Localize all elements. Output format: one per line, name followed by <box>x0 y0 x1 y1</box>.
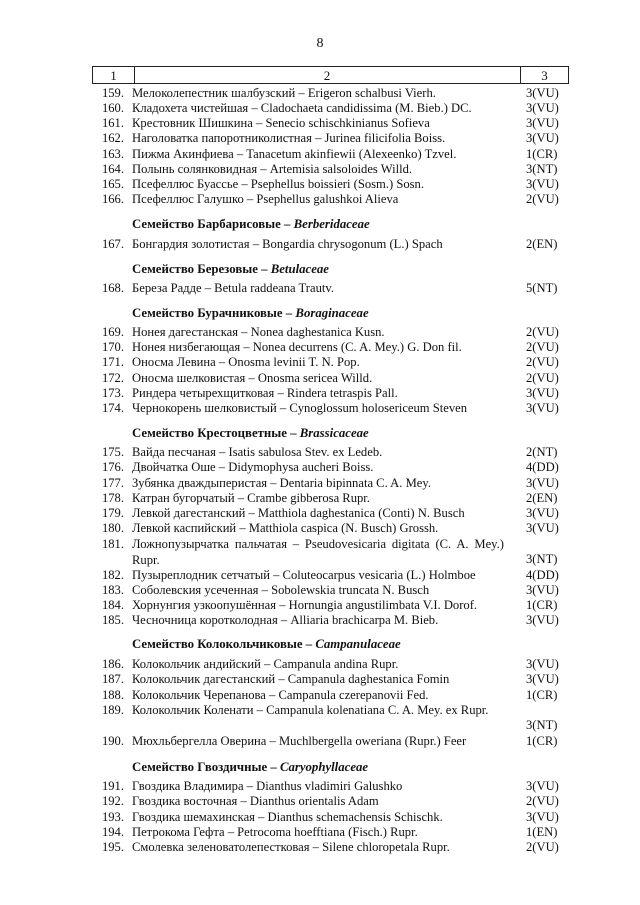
species-name: Чернокорень шелковистый – Cynoglossum holosericeum Steven <box>132 401 468 415</box>
species-name: Мюхльбергелла Оверина – Muchlbergella oweriana (Rupr.) Feer <box>132 734 467 748</box>
family-heading-latin: Campanulaceae <box>315 637 401 651</box>
status-category: 4(DD) <box>526 568 559 582</box>
row-number: 174. <box>101 401 124 415</box>
species-name: Оносма шелковистая – Onosma sericea Willd. <box>132 371 373 385</box>
family-heading <box>132 426 369 441</box>
row-number: 164. <box>101 162 124 176</box>
table-header <box>92 66 569 84</box>
species-name: Левкой дагестанский – Matthiola daghestanica (Conti) N. Busch <box>132 506 465 520</box>
species-name: Псефеллюс Буассье – Psephellus boissieri (Sosm.) Sosn. <box>132 177 424 191</box>
row-number: 192. <box>101 794 124 808</box>
status-category: 1(EN) <box>526 825 558 839</box>
status-category: 2(VU) <box>526 794 559 808</box>
species-name: Пузыреплодник сетчатый – Coluteocarpus vesicaria (L.) Holmboe <box>132 568 476 582</box>
row-number: 187. <box>101 672 124 686</box>
status-category: 3(NT) <box>526 718 558 732</box>
status-category: 2(VU) <box>526 840 559 854</box>
header-col-number: 1 <box>93 67 135 83</box>
family-heading-latin: Brassicaceae <box>299 426 369 440</box>
species-name: Петрокома Гефта – Petrocoma hoefftiana (Fisch.) Rupr. <box>132 825 418 839</box>
status-category: 3(VU) <box>526 86 559 100</box>
status-category: 3(VU) <box>526 521 559 535</box>
family-heading-latin: Caryophyllaceae <box>279 760 369 774</box>
species-name: Гвоздика шемахинская – Dianthus schemachensis Schischk. <box>132 810 443 824</box>
species-name: Гвоздика восточная – Dianthus orientalis Adam <box>132 794 379 808</box>
family-heading-russian: Семейство Березовые – <box>132 262 271 276</box>
species-name: Нонея дагестанская – Nonea daghestanica Kusn. <box>132 325 385 339</box>
row-number: 179. <box>101 506 124 520</box>
species-name: Чесночница коротколодная – Alliaria brachicarpa M. Bieb. <box>132 613 439 627</box>
status-category: 3(NT) <box>526 162 558 176</box>
species-name: Катран бугорчатый – Crambe gibberosa Rupr. <box>132 491 370 505</box>
row-number: 163. <box>101 147 124 161</box>
row-number: 162. <box>101 131 124 145</box>
species-name: Колокольчик андийский – Campanula andina Rupr. <box>132 657 399 671</box>
row-number: 189. <box>101 703 124 717</box>
species-name: Риндера четырехщитковая – Rindera tetraspis Pall. <box>132 386 398 400</box>
status-category: 4(DD) <box>526 460 559 474</box>
species-name: Псефеллюс Галушко – Psephellus galushkoi Alieva <box>132 192 399 206</box>
status-category: 2(VU) <box>526 371 559 385</box>
species-name: Крестовник Шишкина – Senecio schischkinianus Sofieva <box>132 116 430 130</box>
row-number: 177. <box>101 476 124 490</box>
family-heading-russian: Семейство Гвоздичные – <box>132 760 280 774</box>
species-name: Наголоватка папоротниколистная – Jurinea filicifolia Boiss. <box>132 131 446 145</box>
status-category: 3(VU) <box>526 810 559 824</box>
status-category: 2(VU) <box>526 340 559 354</box>
family-heading-latin: Berberidaceae <box>293 217 370 231</box>
row-number: 175. <box>101 445 124 459</box>
family-heading-russian: Семейство Крестоцветные – <box>132 426 300 440</box>
species-name: Двойчатка Оше – Didymophysa aucheri Boiss. <box>132 460 374 474</box>
status-category: 1(CR) <box>526 734 558 748</box>
row-number: 186. <box>101 657 124 671</box>
species-name: Мелоколепестник шалбузский – Erigeron schalbusi Vierh. <box>132 86 436 100</box>
species-name: Смолевка зеленоватолепестковая – Silene chloropetala Rupr. <box>132 840 450 854</box>
status-category: 3(VU) <box>526 506 559 520</box>
family-heading <box>132 760 368 775</box>
row-number: 193. <box>101 810 124 824</box>
row-number: 182. <box>101 568 124 582</box>
family-heading <box>132 262 329 277</box>
species-name: Оносма Левина – Onosma levinii T. N. Pop. <box>132 355 360 369</box>
status-category: 3(VU) <box>526 583 559 597</box>
row-number: 165. <box>101 177 124 191</box>
row-number: 188. <box>101 688 124 702</box>
species-name: Левкой каспийский – Matthiola caspica (N. Busch) Grossh. <box>132 521 439 535</box>
species-name: Ложнопузырчатка пальчатая – Pseudovesicaria digitata (C. A. Mey.) Rupr. <box>132 537 504 567</box>
family-heading <box>132 637 401 652</box>
species-name: Зубянка дваждыперистая – Dentaria bipinnata C. A. Mey. <box>132 476 431 490</box>
row-number: 195. <box>101 840 124 854</box>
species-name: Вайда песчаная – Isatis sabulosa Stev. ex Ledeb. <box>132 445 383 459</box>
row-number: 159. <box>101 86 124 100</box>
status-category: 3(NT) <box>526 552 558 566</box>
family-heading-russian: Семейство Барбарисовые – <box>132 217 294 231</box>
page-number: 8 <box>316 36 324 51</box>
status-category: 2(EN) <box>526 491 558 505</box>
row-number: 160. <box>101 101 124 115</box>
status-category: 3(VU) <box>526 657 559 671</box>
status-category: 1(CR) <box>526 147 558 161</box>
species-name: Колокольчик дагестанский – Campanula daghestanica Fomin <box>132 672 450 686</box>
row-number: 191. <box>101 779 124 793</box>
status-category: 1(CR) <box>526 598 558 612</box>
row-number: 170. <box>101 340 124 354</box>
status-category: 3(VU) <box>526 177 559 191</box>
row-number: 185. <box>101 613 124 627</box>
row-number: 168. <box>101 281 124 295</box>
species-name: Нонея низбегающая – Nonea decurrens (C. A. Mey.) G. Don fil. <box>132 340 462 354</box>
row-number: 181. <box>101 537 124 551</box>
family-heading-latin: Boraginaceae <box>295 306 369 320</box>
row-number: 178. <box>101 491 124 505</box>
species-name: Пижма Акинфиева – Tanacetum akinfiewii (Alexeenko) Tzvel. <box>132 147 457 161</box>
header-col-name: 2 <box>134 67 521 83</box>
family-heading-russian: Семейство Бурачниковые – <box>132 306 296 320</box>
status-category: 3(VU) <box>526 386 559 400</box>
status-category: 3(VU) <box>526 401 559 415</box>
status-category: 2(NT) <box>526 445 558 459</box>
family-heading-latin: Betulaceae <box>270 262 329 276</box>
species-name: Гвоздика Владимира – Dianthus vladimiri Galushko <box>132 779 403 793</box>
status-category: 3(VU) <box>526 131 559 145</box>
row-number: 161. <box>101 116 124 130</box>
family-heading <box>132 306 369 321</box>
row-number: 183. <box>101 583 124 597</box>
status-category: 2(EN) <box>526 237 558 251</box>
family-heading-russian: Семейство Колокольчиковые – <box>132 637 316 651</box>
row-number: 176. <box>101 460 124 474</box>
species-name: Соболевския усеченная – Sobolewskia truncata N. Busch <box>132 583 430 597</box>
status-category: 3(VU) <box>526 613 559 627</box>
row-number: 166. <box>101 192 124 206</box>
species-name: Береза Радде – Betula raddeana Trautv. <box>132 281 335 295</box>
row-number: 171. <box>101 355 124 369</box>
row-number: 184. <box>101 598 124 612</box>
species-name: Колокольчик Коленати – Campanula kolenatiana C. A. Mey. ex Rupr. <box>132 703 489 717</box>
row-number: 169. <box>101 325 124 339</box>
header-col-status: 3 <box>541 68 548 83</box>
family-heading <box>132 217 370 232</box>
status-category: 2(VU) <box>526 192 559 206</box>
species-name: Хорнунгия узкоопушённая – Hornungia angustilimbata V.I. Dorof. <box>132 598 478 612</box>
species-name: Полынь солянковидная – Artemisia salsoloides Willd. <box>132 162 413 176</box>
status-category: 3(VU) <box>526 672 559 686</box>
species-name: Колокольчик Черепанова – Campanula czerepanovii Fed. <box>132 688 429 702</box>
status-category: 1(CR) <box>526 688 558 702</box>
status-category: 2(VU) <box>526 325 559 339</box>
row-number: 167. <box>101 237 124 251</box>
species-name: Бонгардия золотистая – Bongardia chrysogonum (L.) Spach <box>132 237 443 251</box>
row-number: 173. <box>101 386 124 400</box>
row-number: 190. <box>101 734 124 748</box>
row-number: 194. <box>101 825 124 839</box>
row-number: 180. <box>101 521 124 535</box>
status-category: 2(VU) <box>526 355 559 369</box>
species-name: Кладохета чистейшая – Cladochaeta candidissima (M. Bieb.) DC. <box>132 101 472 115</box>
status-category: 3(VU) <box>526 101 559 115</box>
status-category: 3(VU) <box>526 116 559 130</box>
status-category: 3(VU) <box>526 476 559 490</box>
status-category: 5(NT) <box>526 281 558 295</box>
row-number: 172. <box>101 371 124 385</box>
status-category: 3(VU) <box>526 779 559 793</box>
